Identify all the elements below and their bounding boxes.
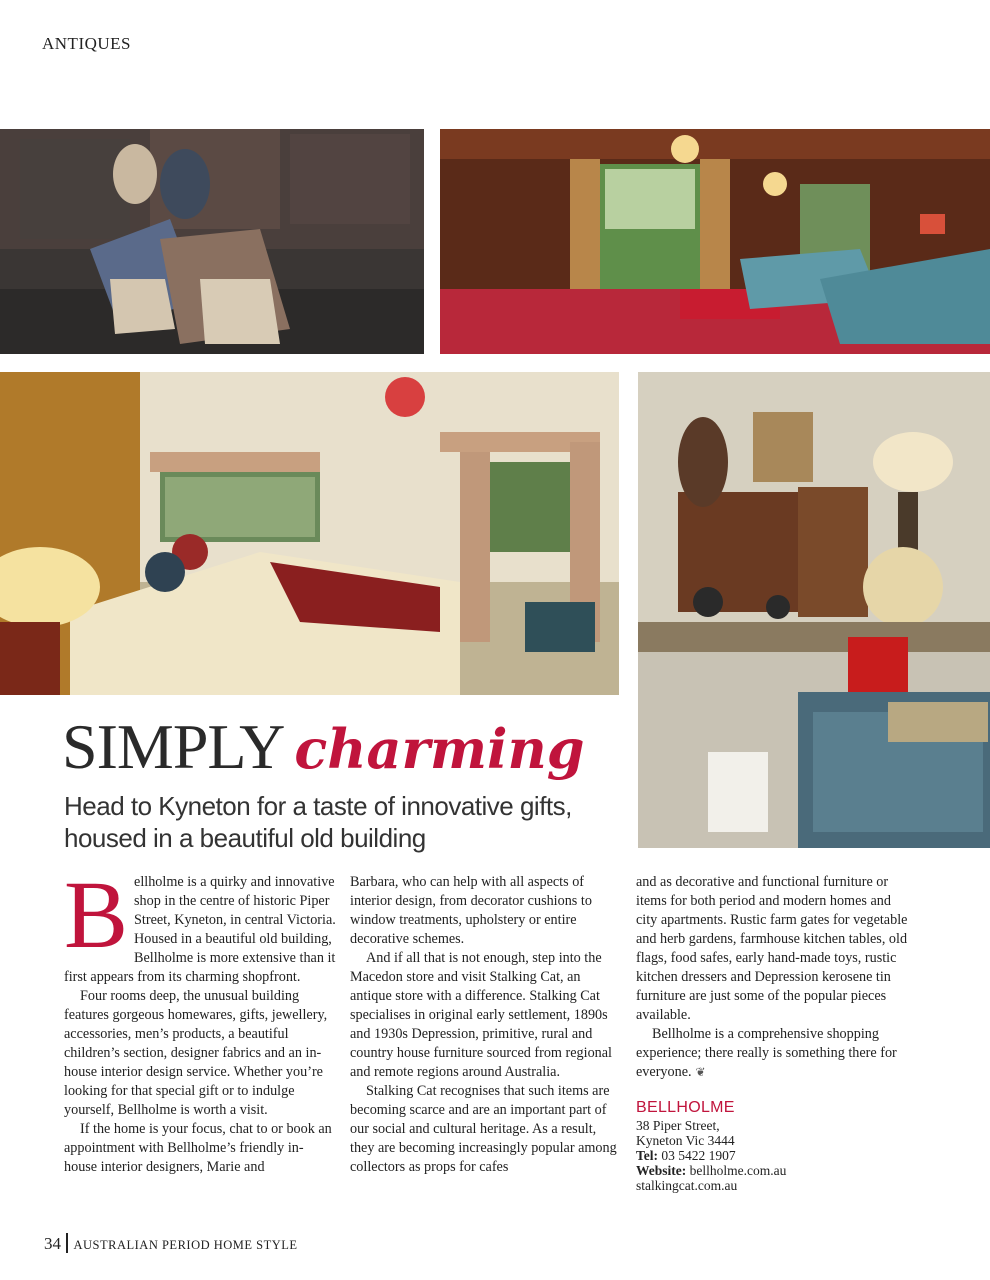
- drop-cap: B: [64, 861, 129, 968]
- article-column-1: [64, 861, 336, 1177]
- phone-number: 03 5422 1907: [661, 1148, 736, 1163]
- paragraph: Four rooms deep, the unusual building features gorgeous homewares, gifts, jewellery, accessories, men’s products, a beautiful children’s section, designer fabrics and an in-house interior design service. Whether you’re looking for that special gift or to indulge yourself, Bellholme is worth a visit.: [64, 988, 328, 1118]
- contact-address-line: Kyneton Vic 3444: [636, 1133, 735, 1148]
- paragraph: [636, 1025, 908, 1082]
- contact-box: [636, 1098, 908, 1193]
- footer-divider: [66, 1233, 68, 1253]
- rag-dolls-photo: [0, 129, 424, 354]
- end-mark-icon: ❦: [695, 1065, 706, 1079]
- website-label: Website:: [636, 1163, 687, 1178]
- article-column-2: [350, 873, 620, 1177]
- paragraph: [64, 861, 336, 987]
- paragraph: and as decorative and functional furniture or items for both period and modern homes and city apartments. Rustic farm gates for vegetable and herb gardens, farmhouse kitchen tables, old flags, food safes, early hand-made toys, rustic kitchen dressers and Depression kerosene tin furniture are just some of the popular pieces available.: [636, 874, 908, 1023]
- section-label: ANTIQUES: [42, 34, 131, 53]
- antique-shop-photo: [638, 372, 990, 848]
- title-simply: SIMPLY: [62, 711, 285, 782]
- contact-website: [636, 1163, 908, 1178]
- magazine-name: AUSTRALIAN PERIOD HOME STYLE: [73, 1238, 298, 1252]
- paragraph-text: ellholme is a quirky and innovative shop in the centre of historic Piper Street, Kyneton, in central Victoria. Housed in a beautiful old building, Bellholme is more extensive than it first appears from its charming shopfront.: [64, 874, 336, 985]
- page-number: 34: [44, 1234, 61, 1253]
- contact-phone: [636, 1148, 908, 1163]
- paragraph: If the home is your focus, chat to or book an appointment with Bellholme’s friendly in-house interior designers, Marie and: [64, 1121, 332, 1175]
- article-column-3: [636, 873, 908, 1193]
- paragraph: Stalking Cat recognises that such items are becoming scarce and are an important part of our social and cultural heritage. As a result, they are becoming increasingly popular among collectors as props for cafes: [350, 1083, 617, 1175]
- contact-address-line: 38 Piper Street,: [636, 1118, 720, 1133]
- paragraph: Barbara, who can help with all aspects of interior design, from decorator cushions to window treatments, upholstery or entire decorative schemes.: [350, 874, 592, 947]
- title-charming: charming: [294, 717, 585, 781]
- website-link[interactable]: stalkingcat.com.au: [636, 1178, 738, 1193]
- living-room-photo: [440, 129, 990, 354]
- bedroom-photo: [0, 372, 619, 695]
- article-title: [62, 710, 585, 784]
- paragraph: And if all that is not enough, step into the Macedon store and visit Stalking Cat, an antique store with a difference. Stalking Cat specialises in original early settlement, 1890s and 1930s Depression, primitive, rural and country house furniture sourced from regional and remote regions around Australia.: [350, 950, 612, 1080]
- paragraph-text: Bellholme is a comprehensive shopping experience; there really is something there for everyone.: [636, 1026, 897, 1080]
- page-footer: [44, 1233, 298, 1254]
- article-subtitle: Head to Kyneton for a taste of innovative gifts, housed in a beautiful old building: [64, 791, 572, 853]
- phone-label: Tel:: [636, 1148, 659, 1163]
- website-link[interactable]: bellholme.com.au: [689, 1163, 787, 1178]
- contact-name: BELLHOLME: [636, 1099, 735, 1116]
